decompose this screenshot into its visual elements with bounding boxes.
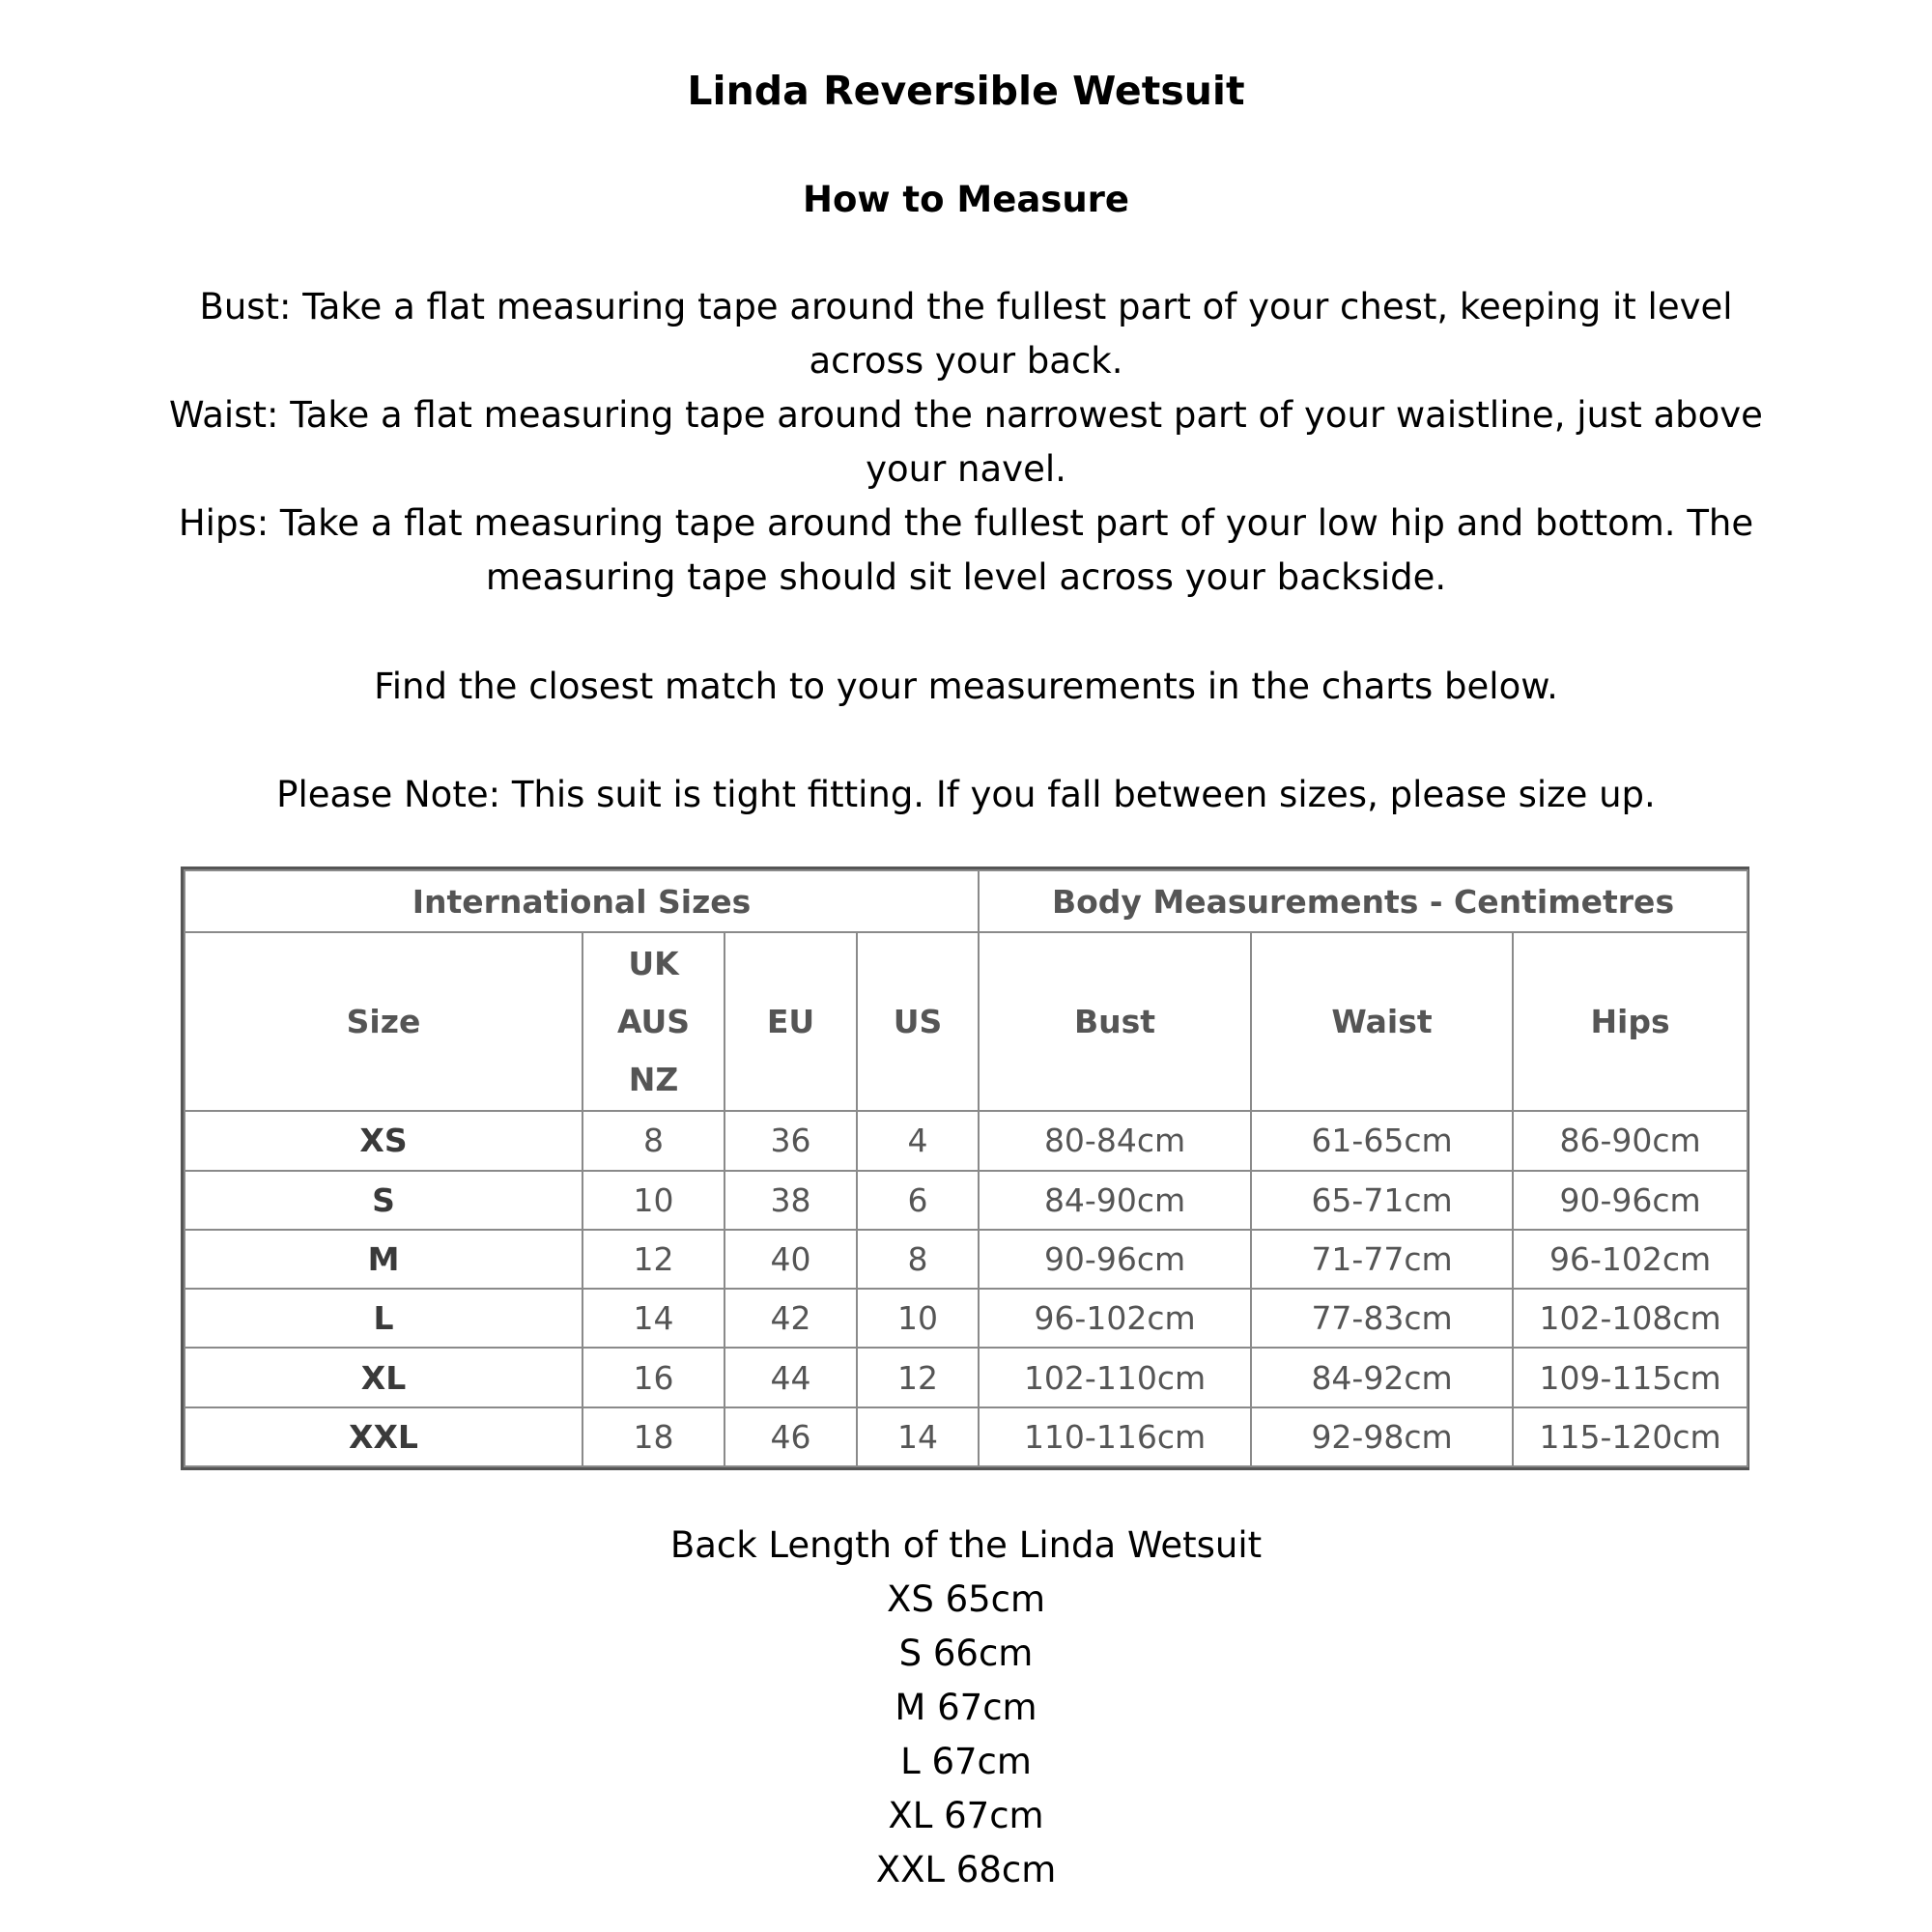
cell-uk: 14 bbox=[582, 1289, 724, 1348]
size-table bbox=[184, 869, 1748, 1467]
measure-instructions bbox=[164, 280, 1768, 605]
back-length-title: Back Length of the Linda Wetsuit bbox=[669, 1524, 1263, 1566]
cell-us: 12 bbox=[857, 1348, 979, 1406]
back-length-item: S 66cm bbox=[898, 1633, 1034, 1674]
cell-uk: 16 bbox=[582, 1348, 724, 1406]
cell-waist: 84-92cm bbox=[1251, 1348, 1513, 1406]
back-length-item: XXL 68cm bbox=[875, 1849, 1057, 1890]
cell-us: 14 bbox=[857, 1407, 979, 1466]
cell-bust: 90-96cm bbox=[979, 1230, 1251, 1289]
table-row bbox=[185, 1171, 1747, 1230]
cell-hips: 109-115cm bbox=[1513, 1348, 1747, 1406]
back-length-item: L 67cm bbox=[900, 1741, 1032, 1782]
size-chart bbox=[181, 867, 1749, 1470]
cell-hips: 86-90cm bbox=[1513, 1111, 1747, 1170]
back-length-section bbox=[0, 1519, 1932, 1897]
cell-bust: 84-90cm bbox=[979, 1171, 1251, 1230]
cell-uk: 8 bbox=[582, 1111, 724, 1170]
header-aus: AUS bbox=[616, 1002, 691, 1040]
cell-us: 8 bbox=[857, 1230, 979, 1289]
table-row bbox=[185, 1348, 1747, 1406]
cell-us: 4 bbox=[857, 1111, 979, 1170]
back-length-item: XS 65cm bbox=[886, 1578, 1046, 1620]
cell-hips: 90-96cm bbox=[1513, 1171, 1747, 1230]
fit-note: Please Note: This suit is tight fitting. If you fall between sizes, please size up. bbox=[276, 774, 1656, 815]
section-title: How to Measure bbox=[802, 179, 1130, 220]
cell-uk: 10 bbox=[582, 1171, 724, 1230]
cell-waist: 71-77cm bbox=[1251, 1230, 1513, 1289]
hips-instruction: Hips: Take a flat measuring tape around the fullest part of your low hip and bottom. The measuring tape should sit level across your backside. bbox=[178, 502, 1754, 598]
cell-eu: 46 bbox=[724, 1407, 857, 1466]
cell-uk: 18 bbox=[582, 1407, 724, 1466]
cell-bust: 102-110cm bbox=[979, 1348, 1251, 1406]
cell-hips: 115-120cm bbox=[1513, 1407, 1747, 1466]
table-header-row bbox=[185, 932, 1747, 1111]
waist-instruction: Waist: Take a flat measuring tape around the narrowest part of your waistline, just above your navel. bbox=[169, 394, 1763, 490]
cell-hips: 102-108cm bbox=[1513, 1289, 1747, 1348]
cell-bust: 80-84cm bbox=[979, 1111, 1251, 1170]
cell-size: S bbox=[185, 1171, 582, 1230]
bust-instruction: Bust: Take a flat measuring tape around the fullest part of your chest, keeping it level across your back. bbox=[199, 286, 1733, 382]
group-international-sizes: International Sizes bbox=[185, 870, 979, 932]
cell-size: XXL bbox=[185, 1407, 582, 1466]
header-nz: NZ bbox=[628, 1060, 679, 1098]
table-row bbox=[185, 1289, 1747, 1348]
find-match-text: Find the closest match to your measurements in the charts below. bbox=[374, 666, 1558, 707]
table-row bbox=[185, 1111, 1747, 1170]
cell-waist: 65-71cm bbox=[1251, 1171, 1513, 1230]
table-group-row bbox=[185, 870, 1747, 932]
header-uk: UK bbox=[628, 944, 679, 982]
cell-eu: 36 bbox=[724, 1111, 857, 1170]
table-row bbox=[185, 1407, 1747, 1466]
cell-uk: 12 bbox=[582, 1230, 724, 1289]
header-eu: EU bbox=[724, 932, 857, 1111]
cell-size: L bbox=[185, 1289, 582, 1348]
header-waist: Waist bbox=[1251, 932, 1513, 1111]
back-length-item: XL 67cm bbox=[888, 1795, 1044, 1836]
cell-us: 6 bbox=[857, 1171, 979, 1230]
cell-waist: 92-98cm bbox=[1251, 1407, 1513, 1466]
cell-size: XS bbox=[185, 1111, 582, 1170]
cell-waist: 77-83cm bbox=[1251, 1289, 1513, 1348]
cell-eu: 44 bbox=[724, 1348, 857, 1406]
cell-size: XL bbox=[185, 1348, 582, 1406]
cell-eu: 42 bbox=[724, 1289, 857, 1348]
cell-bust: 96-102cm bbox=[979, 1289, 1251, 1348]
cell-eu: 40 bbox=[724, 1230, 857, 1289]
cell-eu: 38 bbox=[724, 1171, 857, 1230]
header-uk-aus-nz bbox=[582, 932, 724, 1111]
cell-waist: 61-65cm bbox=[1251, 1111, 1513, 1170]
header-us: US bbox=[857, 932, 979, 1111]
cell-bust: 110-116cm bbox=[979, 1407, 1251, 1466]
table-row bbox=[185, 1230, 1747, 1289]
page-title: Linda Reversible Wetsuit bbox=[687, 68, 1245, 114]
group-body-measurements: Body Measurements - Centimetres bbox=[979, 870, 1747, 932]
header-hips: Hips bbox=[1513, 932, 1747, 1111]
cell-hips: 96-102cm bbox=[1513, 1230, 1747, 1289]
header-bust: Bust bbox=[979, 932, 1251, 1111]
header-size: Size bbox=[185, 932, 582, 1111]
cell-size: M bbox=[185, 1230, 582, 1289]
back-length-item: M 67cm bbox=[895, 1687, 1037, 1728]
cell-us: 10 bbox=[857, 1289, 979, 1348]
